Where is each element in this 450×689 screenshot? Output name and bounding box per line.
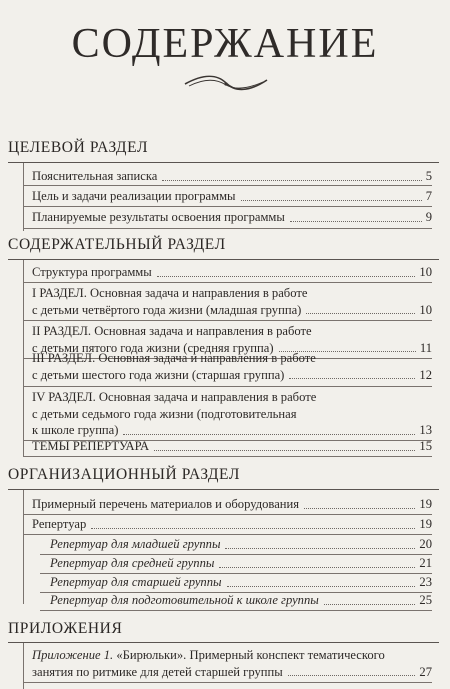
page-title: СОДЕРЖАНИЕ [71,21,379,67]
entry-rule [23,682,432,683]
toc-entry[interactable]: Приложение 1. «Бирюльки». Примерный конспект тематического занятия по ритмике для детей старшей группы 27 [32,648,432,679]
toc-entry[interactable]: Структура программы 10 [32,265,432,279]
section-divider [8,162,439,163]
entry-rule [23,282,432,283]
toc-entry[interactable]: Примерный перечень материалов и оборудования 19 [32,497,432,511]
appendix-prefix: Приложение 1. [32,648,114,662]
entry-rule [40,610,432,611]
entry-rule [23,534,432,535]
section-title-organization: ОРГАНИЗАЦИОННЫЙ РАЗДЕЛ [8,466,240,483]
entry-rule [23,185,432,186]
toc-entry[interactable]: Планируемые результаты освоения программы 9 [32,210,432,224]
section-title-target: ЦЕЛЕВОЙ РАЗДЕЛ [8,139,149,156]
toc-subentry[interactable]: Репертуар для подготовительной к школе группы 25 [50,593,432,607]
toc-entry[interactable]: II РАЗДЕЛ. Основная задача и направления в работе с детьми пятого года жизни (средняя группа) 11 [32,324,432,355]
toc-entry[interactable]: III РАЗДЕЛ. Основная задача и направления в работе с детьми шестого года жизни (старшая группа) 12 [32,351,432,382]
section-divider [8,489,439,490]
entry-rule [23,206,432,207]
section-title-appendices: ПРИЛОЖЕНИЯ [8,620,123,637]
entry-rule [23,386,432,387]
section-divider [8,259,439,260]
section-bracket [23,163,24,231]
ornament-divider [183,70,269,96]
toc-entry[interactable]: ТЕМЫ РЕПЕРТУАРА 15 [32,439,432,453]
toc-entry[interactable]: IV РАЗДЕЛ. Основная задача и направления в работе с детьми седьмого года жизни (подготовительная к школе группа) 13 [32,390,432,438]
toc-subentry[interactable]: Репертуар для младшей группы 20 [50,537,432,551]
entry-rule [23,514,432,515]
entry-rule [23,320,432,321]
toc-entry[interactable]: Репертуар 19 [32,517,432,531]
section-divider [8,642,439,643]
toc-subentry[interactable]: Репертуар для старшей группы 23 [50,575,432,589]
toc-entry[interactable]: Цель и задачи реализации программы 7 [32,189,432,203]
entry-rule [23,456,432,457]
section-bracket [23,490,24,604]
toc-entry[interactable]: Пояснительная записка 5 [32,169,432,183]
toc-entry[interactable]: I РАЗДЕЛ. Основная задача и направления в работе с детьми четвёртого года жизни (младшая группа) 10 [32,286,432,317]
section-title-content: СОДЕРЖАТЕЛЬНЫЙ РАЗДЕЛ [8,236,226,253]
entry-rule [23,228,432,229]
toc-subentry[interactable]: Репертуар для средней группы 21 [50,556,432,570]
